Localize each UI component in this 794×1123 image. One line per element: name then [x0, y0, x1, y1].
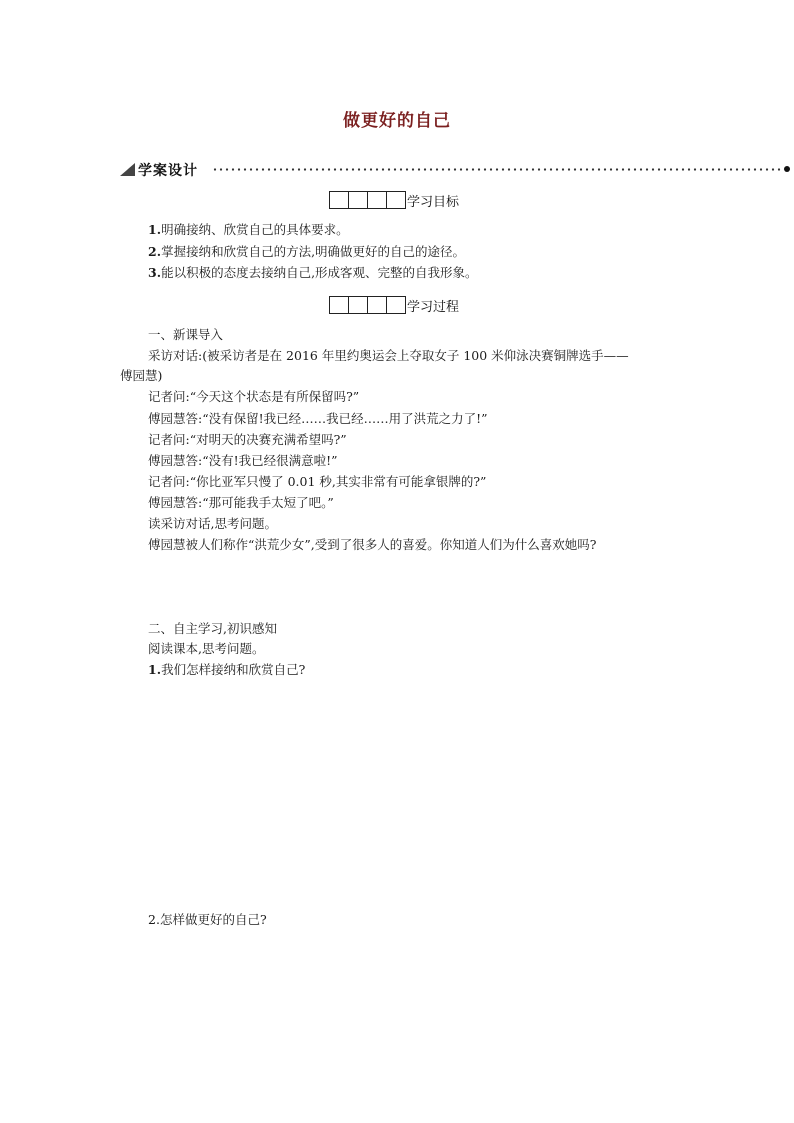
goal-item-text: 能以积极的态度去接纳自己,形成客观、完整的自我形象。 [161, 265, 478, 280]
page-title: 做更好的自己 [343, 111, 451, 131]
question-number: 2. [148, 912, 160, 927]
heading-box [367, 191, 387, 209]
part2-question-2 [148, 911, 267, 929]
part2-title: 二、自主学习,初识感知 [148, 621, 277, 636]
heading-box [348, 296, 368, 314]
interview-intro-line2: 傅园慧) [120, 368, 163, 383]
part1-question: 傅园慧被人们称作“洪荒少女”,受到了很多人的喜爱。你知道人们为什么喜欢她吗? [148, 537, 597, 552]
goal-item-number: 3. [148, 265, 162, 280]
goal-item-text: 明确接纳、欣赏自己的具体要求。 [161, 222, 349, 237]
heading-box [348, 191, 368, 209]
goal-item-number: 2. [148, 244, 162, 259]
goal-item-number: 1. [148, 222, 162, 237]
dialogue-line: 傅园慧答:“那可能我手太短了吧。” [148, 495, 334, 510]
part2-prompt: 阅读课本,思考问题。 [148, 641, 265, 656]
interview-intro-line1: 采访对话:(被采访者是在 2016 年里约奥运会上夺取女子 100 米仰泳决赛铜牌选手—— [148, 348, 629, 363]
heading-box [329, 296, 349, 314]
process-heading-label: 学习过程 [407, 299, 460, 315]
question-text: 我们怎样接纳和欣赏自己? [161, 662, 306, 677]
goals-heading-label: 学习目标 [407, 194, 460, 210]
question-text: 怎样做更好的自己? [159, 912, 267, 927]
goals-heading [329, 190, 459, 210]
dialogue-line: 傅园慧答:“没有保留!我已经……我已经……用了洪荒之力了!” [148, 411, 488, 426]
section-header-label: 学案设计 [138, 163, 198, 179]
dialogue-line: 记者问:“你比亚军只慢了 0.01 秒,其实非常有可能拿银牌的?” [148, 474, 487, 489]
heading-boxes [329, 296, 405, 314]
heading-boxes [329, 191, 405, 209]
triangle-icon [120, 163, 135, 176]
rule-end-dot [784, 166, 790, 172]
question-number: 1. [148, 662, 162, 677]
section-header [120, 160, 790, 180]
heading-box [329, 191, 349, 209]
goal-item [148, 243, 465, 261]
dialogue-line: 记者问:“对明天的决赛充满希望吗?” [148, 432, 347, 447]
dialogue-line: 记者问:“今天这个状态是有所保留吗?” [148, 389, 360, 404]
process-heading [329, 295, 459, 315]
part1-prompt: 读采访对话,思考问题。 [148, 516, 277, 531]
heading-box [386, 191, 406, 209]
part1-title: 一、新课导入 [148, 327, 224, 342]
heading-box [367, 296, 387, 314]
goal-item-text: 掌握接纳和欣赏自己的方法,明确做更好的自己的途径。 [161, 244, 466, 259]
goal-item [148, 221, 349, 239]
dotted-rule [212, 168, 784, 171]
goal-item [148, 264, 478, 282]
part2-question-1 [148, 661, 305, 679]
heading-box [386, 296, 406, 314]
dialogue-line: 傅园慧答:“没有!我已经很满意啦!” [148, 453, 338, 468]
